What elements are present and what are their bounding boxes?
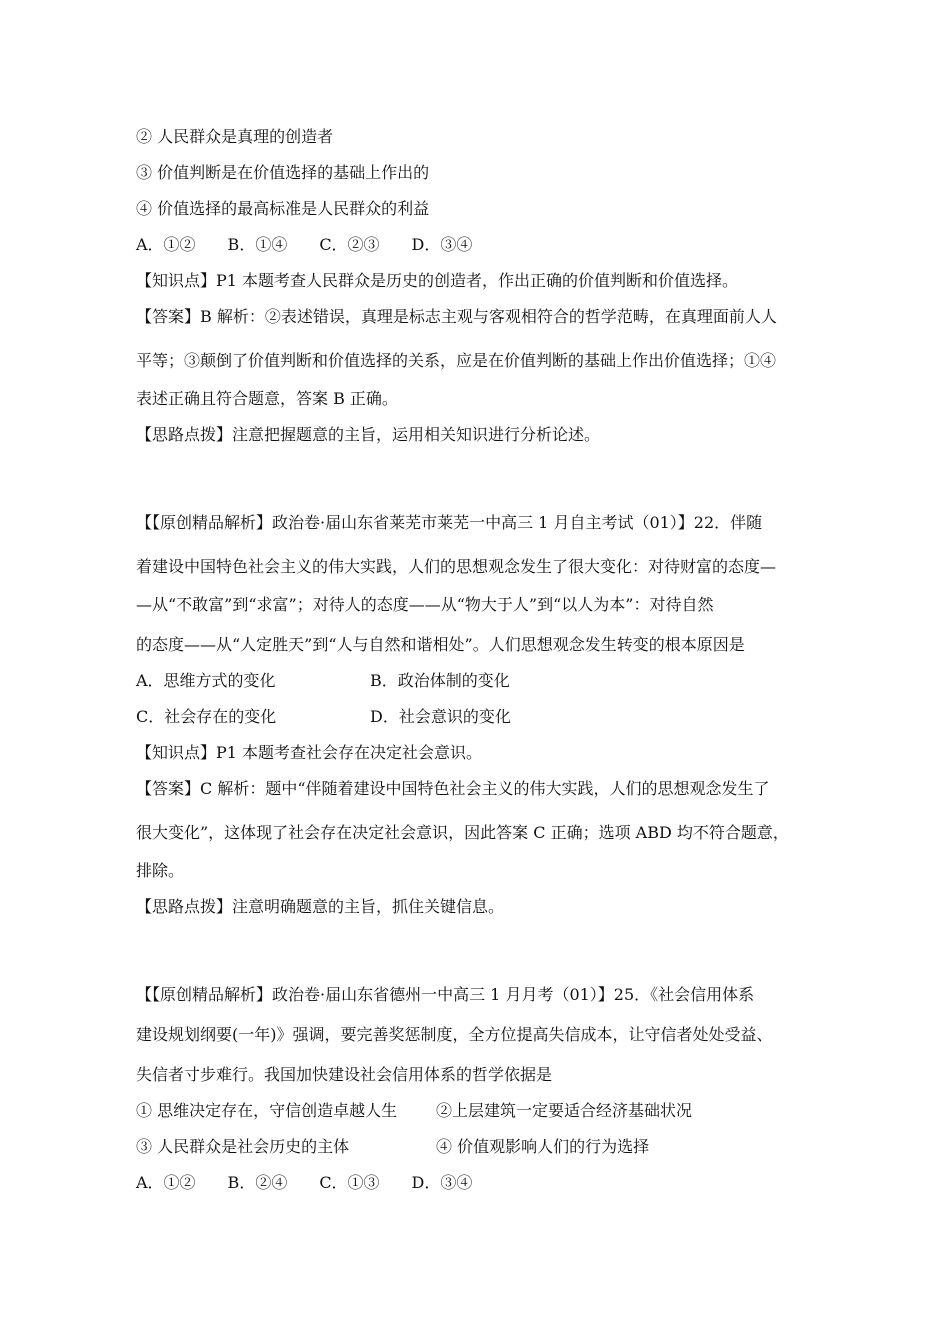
q1-answer-line-2: 平等；③颠倒了价值判断和价值选择的关系，应是在价值判断的基础上作出价值选择；①④ [136,351,777,370]
q2-stem-line-2: 着建设中国特色社会主义的伟大实践，人们的思想观念发生了很大变化：对待财富的态度— [136,557,777,576]
q2-answer-line-2: 很大变化”，这体现了社会存在决定社会意识，因此答案 C 正确；选项 ABD 均不符合题意， [136,823,789,842]
q1-option-2: ② 人民群众是真理的创造者 [136,127,334,146]
q2-stem-line-3: —从“不敢富”到“求富”；对待人的态度——从“物大于人”到“以人为本”：对待自然 [136,595,714,614]
q2-tip: 【思路点拨】注意明确题意的主旨，抓住关键信息。 [136,897,505,916]
q1-option-4: ④ 价值选择的最高标准是人民群众的利益 [136,199,430,218]
q2-knowledge-point: 【知识点】P1 本题考查社会存在决定社会意识。 [136,743,483,762]
q3-choices: A．①② B．②④ C．①③ D．③④ [136,1173,473,1192]
q3-stem-line-1: 【【原创精品解析】政治卷·届山东省德州一中高三 1 月月考（01）】25．《社会信用体系 [136,985,755,1004]
q1-answer-line-1: 【答案】B 解析：②表述错误，真理是标志主观与客观相符合的哲学范畴，在真理面前人人 [136,307,777,326]
q1-choices: A．①② B．①④ C．②③ D．③④ [136,235,473,254]
q3-option-2: ②上层建筑一定要适合经济基础状况 [436,1101,693,1120]
q2-stem-line-1: 【【原创精品解析】政治卷·届山东省莱芜市莱芜一中高三 1 月自主考试（01）】22．伴随 [136,513,763,532]
q2-stem-line-4: 的态度——从“人定胜天”到“人与自然和谐相处”。人们思想观念发生转变的根本原因是 [136,635,745,654]
q1-knowledge-point: 【知识点】P1 本题考查人民群众是历史的创造者，作出正确的价值判断和价值选择。 [136,271,739,290]
q3-stem-line-2: 建设规划纲要(一年)》强调，要完善奖惩制度，全方位提高失信成本，让守信者处处受益、 [136,1025,773,1044]
q2-option-d: D．社会意识的变化 [370,707,511,726]
q1-option-3: ③ 价值判断是在价值选择的基础上作出的 [136,163,430,182]
q2-option-b: B．政治体制的变化 [370,671,510,690]
q3-option-1: ① 思维决定存在，守信创造卓越人生 [136,1101,398,1120]
q3-option-3: ③ 人民群众是社会历史的主体 [136,1137,350,1156]
q3-stem-line-3: 失信者寸步难行。我国加快建设社会信用体系的哲学依据是 [136,1065,553,1084]
q1-tip: 【思路点拨】注意把握题意的主旨，运用相关知识进行分析论述。 [136,425,601,444]
q2-option-a: A．思维方式的变化 [136,671,276,690]
q3-option-4: ④ 价值观影响人们的行为选择 [436,1137,650,1156]
q1-answer-line-3: 表述正确且符合题意，答案 B 正确。 [136,389,398,408]
q2-option-c: C．社会存在的变化 [136,707,277,726]
q2-answer-line-3: 排除。 [136,861,185,880]
q2-answer-line-1: 【答案】C 解析：题中“伴随着建设中国特色社会主义的伟大实践，人们的思想观念发生了 [136,779,770,798]
